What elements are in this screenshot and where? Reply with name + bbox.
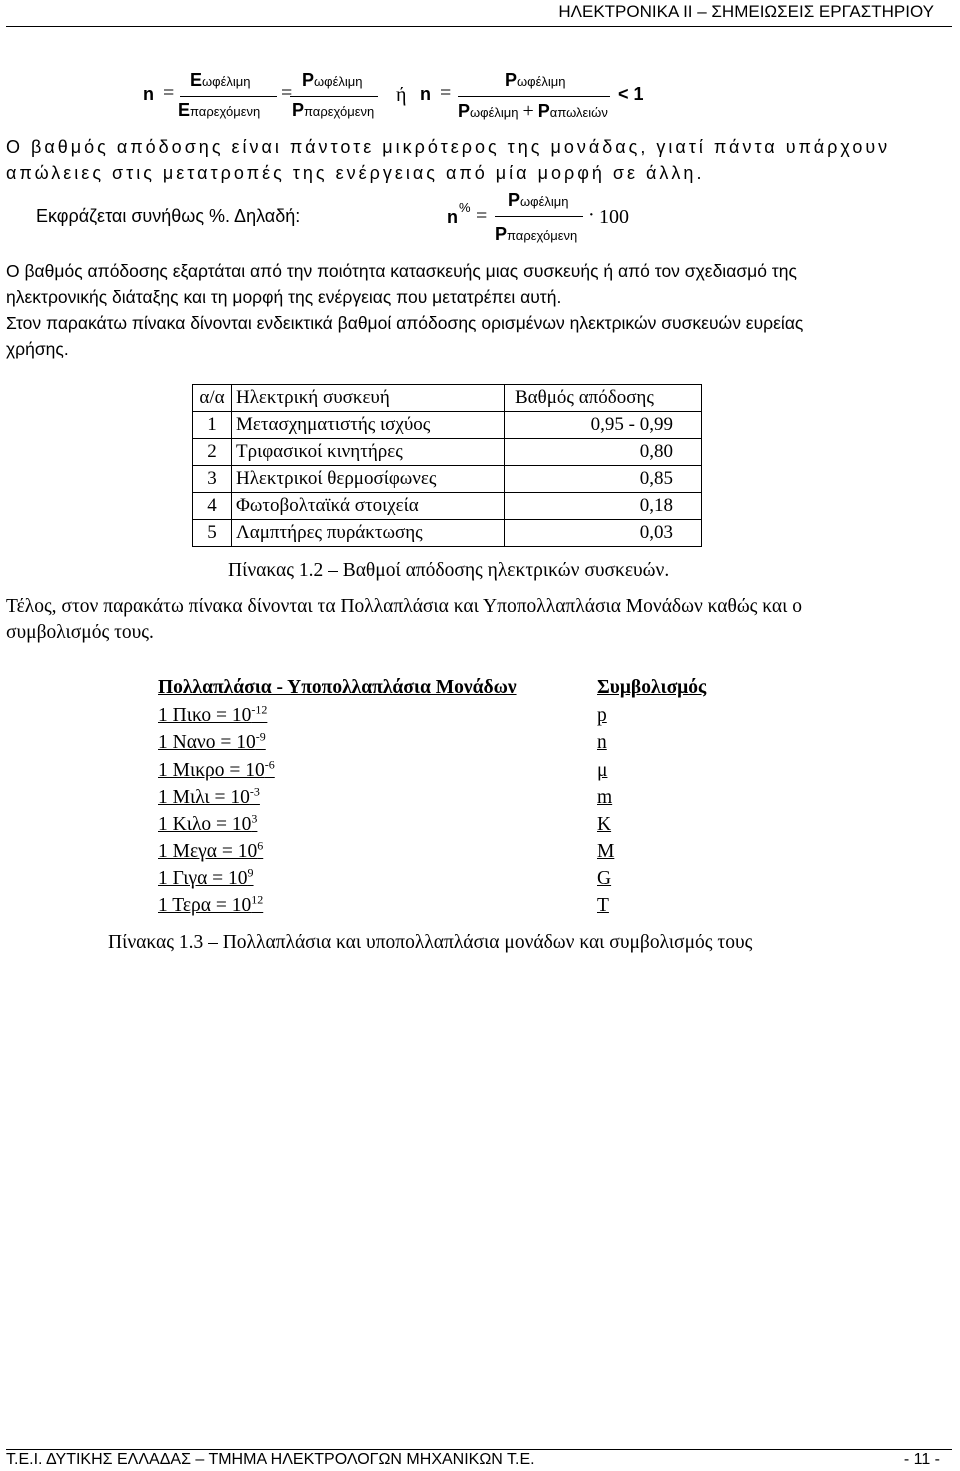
formula-equals-3: = [440, 82, 452, 104]
efficiency-table [192, 384, 702, 547]
table-cell-efficiency: 0,85 [505, 466, 702, 493]
prefix-symbol-nano: n [597, 732, 607, 753]
formula2-denominator: Pπαρεχόμενη [495, 224, 578, 244]
formula2-times: · [588, 204, 595, 226]
table-cell-index: 4 [193, 493, 232, 520]
footer-divider [6, 1449, 952, 1450]
paragraph-prefixes-line-1: Τέλος, στον παρακάτω πίνακα δίνονται τα Πολλαπλάσια και Υποπολλαπλάσια Μονάδων καθώς και ο [6, 596, 803, 617]
frac1-numerator: Eωφέλιμη [190, 70, 251, 90]
table-cell-index: 2 [193, 439, 232, 466]
page-number: - 11 - [903, 1451, 940, 1468]
page-header-title: ΗΛΕΚΤΡΟΝΙΚΑ ΙΙ – ΣΗΜΕΙΩΣΕΙΣ ΕΡΓΑΣΤΗΡΙΟΥ [558, 2, 934, 21]
formula2-factor: 100 [599, 206, 629, 228]
table-cell-device: Μετασχηματιστής ισχύος [232, 412, 505, 439]
table-header-efficiency: Βαθμός απόδοσης [505, 385, 702, 412]
paragraph-efficiency-line-1: Ο βαθμός απόδοσης είναι πάντοτε μικρότερος της μονάδας, γιατί πάντα υπάρχουν [6, 137, 891, 157]
table-caption-1-2: Πίνακας 1.2 – Βαθμοί απόδοσης ηλεκτρικών συσκευών. [228, 560, 670, 581]
prefix-row-mega: 1 $M\varepsilon\gamma\alpha = 10^6$ [158, 838, 264, 862]
frac3-numerator: Pωφέλιμη [505, 70, 566, 90]
table-header-row [193, 385, 702, 412]
table-cell-index: 3 [193, 466, 232, 493]
prefix-row-tera: 1 $T\varepsilon\rho\alpha = 10^{12}$ [158, 892, 264, 916]
frac3-line [458, 96, 610, 97]
prefix-symbol-kilo: K [597, 814, 612, 835]
table-cell-efficiency: 0,80 [505, 439, 702, 466]
prefix-row-nano: 1 $N\alpha\nu o = 10^{-9}$ [158, 729, 266, 753]
table-cell-device: Λαμπτήρες πυράκτωσης [232, 520, 505, 547]
table-cell-index: 1 [193, 412, 232, 439]
formula2-line [495, 216, 583, 217]
frac1-line [180, 96, 277, 97]
paragraph-dependence-line-1: Ο βαθμός απόδοσης εξαρτάται από την ποιότητα κατασκευής μιας συσκευής ή από τον σχεδιασμό της [6, 261, 797, 281]
table-cell-efficiency: 0,95 - 0,99 [505, 412, 702, 439]
frac2-line [290, 96, 378, 97]
paragraph-table-intro-line-1: Στον παρακάτω πίνακα δίνονται ενδεικτικά βαθμοί απόδοσης ορισμένων ηλεκτρικών συσκευών ευρείας [6, 313, 804, 333]
prefix-symbol-tera: T [597, 895, 609, 916]
table-row [193, 520, 702, 547]
prefix-row-milli: 1 $M\iota\lambda\iota = 10^{-3}$ [158, 784, 260, 808]
formula-or: ή [396, 84, 407, 106]
formula2-equals: = [476, 205, 488, 227]
prefix-symbol-milli: m [597, 787, 613, 808]
table-cell-device: Φωτοβολταϊκά στοιχεία [232, 493, 505, 520]
frac1-denominator: Eπαρεχόμενη [178, 100, 261, 120]
table-cell-device: Ηλεκτρικοί θερμοσίφωνες [232, 466, 505, 493]
paragraph-prefixes-line-2: συμβολισμός τους. [6, 622, 154, 643]
prefix-symbol-giga: G [597, 868, 612, 889]
table-cell-efficiency: 0,18 [505, 493, 702, 520]
formula-less-than-one: < 1 [618, 84, 644, 104]
formula2-percent-sup: % [459, 200, 471, 215]
table-row [193, 439, 702, 466]
footer-institution: Τ.Ε.Ι. ΔΥΤΙΚΗΣ ΕΛΛΑΔΑΣ – ΤΜΗΜΑ ΗΛΕΚΤΡΟΛΟΓΩΝ ΜΗΧΑΝΙΚΩΝ Τ.Ε. [6, 1451, 535, 1468]
prefix-symbol-pico: p [597, 705, 607, 726]
prefix-row-giga: 1 $\Gamma\iota\gamma\alpha = 10^9$ [158, 865, 254, 889]
formula2-numerator: Pωφέλιμη [508, 190, 569, 210]
paragraph-efficiency-line-2: απώλειες στις μετατροπές της ενέργειας από μία μορφή σε άλλη. [6, 163, 705, 183]
formula-equals: = [163, 82, 175, 104]
table-cell-device: Τριφασικοί κινητήρες [232, 439, 505, 466]
formula-equals-2: = [281, 82, 293, 104]
table-row [193, 493, 702, 520]
table-caption-1-3: Πίνακας 1.3 – Πολλαπλάσια και υποπολλαπλάσια μονάδων και συμβολισμός τους [108, 932, 753, 953]
prefix-symbol-mega: M [597, 841, 615, 862]
table-row [193, 466, 702, 493]
table-cell-efficiency: 0,03 [505, 520, 702, 547]
paragraph-table-intro-line-2: χρήσης. [6, 339, 69, 359]
formula2-lhs: n [447, 207, 458, 227]
prefix-row-micro: 1 $M\iota\kappa\rho o = 10^{-6}$ [158, 757, 275, 781]
frac3-denominator: Pωφέλιμη + Pαπωλειών [458, 100, 608, 122]
frac2-numerator: Pωφέλιμη [302, 70, 363, 90]
formula-lhs: n [143, 84, 154, 104]
table-header-device: Ηλεκτρική συσκευή [232, 385, 505, 412]
prefix-row-kilo: 1 $K\iota\lambda o = 10^3$ [158, 811, 258, 835]
paragraph-dependence-line-2: ηλεκτρονικής διάταξης και τη μορφή της ενέργειας που μετατρέπει αυτή. [6, 287, 562, 307]
table-header-index: α/α [193, 385, 232, 412]
prefix-row-pico: 1 $\Pi\iota\kappa o = 10^{-12}$ [158, 702, 268, 726]
prefix-table-header-right: Συμβολισμός [597, 677, 707, 698]
table-row [193, 412, 702, 439]
header-divider [6, 26, 952, 27]
table-cell-index: 5 [193, 520, 232, 547]
formula-lhs-2: n [420, 84, 431, 104]
formula2-intro: Εκφράζεται συνήθως %. Δηλαδή: [36, 206, 301, 226]
frac2-denominator: Pπαρεχόμενη [292, 100, 375, 120]
prefix-table-header-left: Πολλαπλάσια - Υποπολλαπλάσια Μονάδων [158, 677, 517, 698]
prefix-symbol-micro: μ [597, 760, 608, 781]
